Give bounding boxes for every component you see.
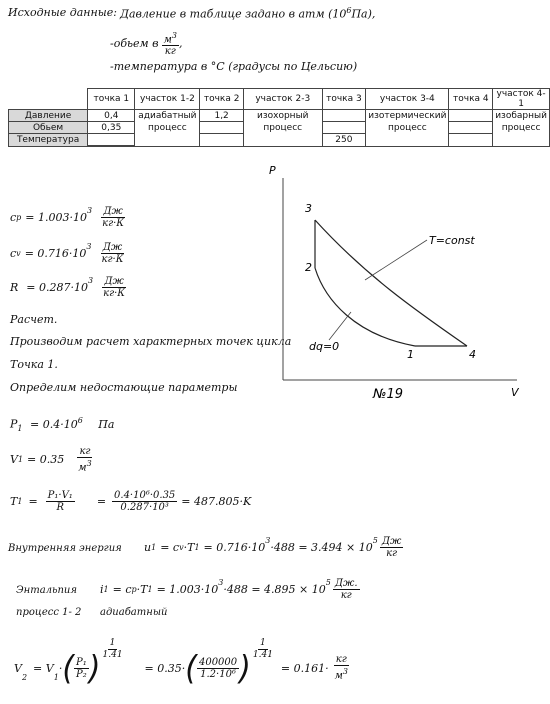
cp-subscript: p (16, 213, 22, 222)
table-row (9, 122, 550, 134)
cv-unit-num: Дж (102, 242, 123, 253)
table-header-row (9, 89, 550, 110)
i1-symbol: i (100, 583, 104, 596)
table-head-cell: точка 4 (449, 89, 493, 110)
v2-unit (333, 654, 350, 681)
pow-base: 10 (332, 7, 347, 21)
r-unit-den: кг·К (103, 288, 126, 299)
t1-formula (10, 490, 251, 513)
i1-expr3: = 1.003·10 (156, 583, 219, 596)
i1-expr: = c (112, 583, 132, 596)
i1-exp2: 5 (325, 578, 331, 587)
point-4-label: 4 (469, 348, 476, 361)
v1-unit-num: кг (79, 446, 91, 457)
v2-frac2-num: 400000 (198, 656, 238, 668)
v1-unit-exp: 3 (86, 459, 92, 468)
row-label: Температура (9, 134, 88, 147)
table-head-cell: участок 3-4 (366, 89, 449, 110)
table-cell: 250 (322, 134, 366, 147)
u1-subscript: 1 (151, 543, 157, 552)
p-axis-label: P (269, 164, 276, 177)
i1-exp1: 3 (218, 578, 224, 587)
r-symbol: R (10, 281, 19, 294)
cp-unit-den: кг·К (102, 218, 125, 229)
table-cell (449, 122, 493, 134)
table-cell: процесс (135, 122, 200, 134)
vnutr-label: Внутренняя энергия (8, 543, 122, 554)
volume-unit-den: кг (164, 46, 176, 58)
table-head-cell: участок 2-3 (243, 89, 322, 110)
cv-unit-den: кг·К (101, 254, 124, 265)
v-axis-label: V (511, 386, 519, 399)
t1-frac1-num: P₁·V₁ (47, 490, 73, 501)
opredelim-text: Определим недостающие параметры (10, 381, 238, 394)
volume-note: -обьем в (110, 37, 159, 51)
v1-unit (76, 446, 93, 473)
volume-unit-exp: 3 (171, 31, 177, 40)
p1-subscript: 1 (17, 423, 23, 433)
cv-symbol: c (10, 247, 17, 260)
p1-unit: Па (98, 417, 115, 431)
table-head-cell: участок 1-2 (135, 89, 200, 110)
pow-exp: 6 (346, 6, 352, 15)
table-head-cell: точка 1 (88, 89, 135, 110)
cp-exponent: 3 (87, 206, 93, 215)
table-cell (366, 134, 449, 147)
v2-unit-num: кг (335, 654, 347, 666)
r-value: = 0.287·10 (26, 281, 88, 294)
dq-leader (329, 312, 351, 340)
table-cell (322, 110, 366, 122)
cv-formula (10, 242, 125, 265)
table-head-cell: участок 4-1 (493, 89, 550, 110)
cp-value: = 1.003·10 (25, 211, 87, 224)
t1-frac2-num: 0.4·10⁶·0.35 (114, 490, 176, 501)
table-cell (493, 134, 550, 147)
table-cell: изохорный (243, 110, 322, 122)
raschet-label: Расчет. (10, 313, 58, 326)
v2-exp (101, 638, 125, 661)
v1-formula (10, 446, 94, 473)
table-cell: 0,35 (88, 122, 135, 134)
adiabat-label: адиабатный (100, 607, 168, 618)
p1-symbol: P (10, 417, 18, 431)
u1-expr: = c (160, 541, 180, 554)
table-cell (243, 134, 322, 147)
point-2-label: 2 (305, 261, 312, 274)
pv-diagram (255, 160, 535, 410)
i1-subscript: 1 (103, 585, 109, 594)
tconst-label: T=const (429, 234, 475, 247)
t1-frac2 (112, 490, 177, 513)
right-paren-icon: ) (239, 648, 251, 688)
i1-expr4: ·488 = 4.895 × 10 (223, 583, 326, 596)
row-label: Обьем (9, 122, 88, 134)
table-cell: 1,2 (200, 110, 244, 122)
v2-frac2-den: 1.2·10⁶ (200, 668, 236, 680)
header-line3: -температура в °С (градусы по Цельсию) (110, 60, 358, 73)
v2-frac2 (197, 657, 239, 680)
t1-frac2-den: 0.287·10³ (120, 502, 169, 513)
i1-cp-sub: p (131, 585, 137, 594)
right-paren-icon: ) (88, 648, 101, 688)
table-row (9, 110, 550, 122)
cp-formula (10, 206, 126, 229)
v2-v1-sub: 1 (53, 673, 59, 682)
v2-exp2 (251, 638, 275, 661)
table-cell (200, 122, 244, 134)
tochka1-label: Точка 1. (10, 358, 58, 371)
tconst-leader (365, 240, 427, 280)
t1-frac1-den: R (56, 502, 64, 513)
i1-unit-den: кг (340, 590, 352, 601)
v2-frac (74, 657, 89, 680)
p1-exponent: 6 (77, 416, 83, 425)
entalp-label: Энтальпия (16, 585, 77, 596)
u1-formula (144, 536, 403, 559)
table-cell (135, 134, 200, 147)
v2-formula (14, 638, 350, 698)
v2-unit-den: м (334, 670, 343, 682)
table-cell (449, 110, 493, 122)
v1-symbol: V (10, 453, 18, 467)
i1-t-sub: 1 (147, 585, 153, 594)
table-cell (322, 122, 366, 134)
cp-symbol: c (10, 211, 17, 224)
v2-eq2: = 0.35· (144, 661, 186, 675)
u1-t-sub: 1 (194, 543, 200, 552)
params-table (8, 88, 550, 147)
t1-result: = 487.805·K (181, 495, 252, 508)
u1-expr2: ·T (183, 541, 195, 554)
v2-frac-den: P₂ (76, 668, 87, 680)
left-paren-icon: ( (185, 648, 197, 688)
header-line2 (110, 30, 182, 57)
v2-exp-den: 1.41 (102, 650, 123, 660)
i1-unit-num: Дж. (334, 578, 358, 589)
process-label: процесс 1- 2 (16, 607, 82, 618)
table-cell: процесс (366, 122, 449, 134)
u1-unit (380, 536, 404, 559)
volume-note-end: , (178, 37, 183, 51)
v1-value: = 0.35 (27, 453, 65, 467)
table-cell: процесс (493, 122, 550, 134)
v2-eq: = V (33, 661, 54, 675)
t1-eq2: = (96, 495, 107, 508)
table-head-cell: точка 3 (322, 89, 366, 110)
table-cell: изотермический (366, 110, 449, 122)
table-cell (449, 134, 493, 147)
i1-formula (100, 578, 360, 601)
v2-dot: · (58, 661, 63, 675)
r-exponent: 3 (88, 276, 94, 285)
v2-subscript: 2 (21, 673, 28, 682)
u1-unit-den: кг (386, 548, 398, 559)
u1-exp1: 3 (265, 536, 271, 545)
cv-subscript: v (16, 249, 21, 258)
u1-cv-sub: v (179, 543, 184, 552)
cv-value: = 0.716·10 (24, 247, 87, 260)
v2-frac-num: P₁ (76, 656, 87, 668)
u1-expr3: = 0.716·10 (203, 541, 266, 554)
v2-symbol: V (14, 661, 22, 675)
left-paren-icon: ( (62, 648, 75, 688)
u1-symbol: u (144, 541, 152, 554)
r-unit-num: Дж (104, 276, 124, 287)
v2-unit-exp: 3 (342, 667, 349, 677)
table-row (9, 134, 550, 147)
pressure-note: Давление в таблице задано в атм ( (120, 7, 333, 21)
volume-unit-num: м (163, 34, 172, 46)
i1-unit (333, 578, 360, 601)
cv-exponent: 3 (86, 242, 92, 251)
v2-exp2-num: 1 (260, 638, 266, 648)
diagram-number: №19 (373, 387, 404, 402)
table-cell: 0,4 (88, 110, 135, 122)
p1-value: = 0.4·10 (30, 417, 78, 431)
r-unit (101, 276, 127, 299)
table-head-cell: точка 2 (200, 89, 244, 110)
row-label: Давление (9, 110, 88, 122)
i1-expr2: ·T (136, 583, 148, 596)
v1-unit-den: м (78, 462, 87, 474)
u1-unit-num: Дж (381, 536, 402, 547)
u1-expr4: ·488 = 3.494 × 10 (270, 541, 373, 554)
p1-formula (10, 416, 114, 433)
table-cell: процесс (243, 122, 322, 134)
header-line1 (120, 6, 375, 21)
t1-symbol: T (10, 495, 18, 508)
table-cell (200, 134, 244, 147)
u1-exp2: 5 (372, 536, 378, 545)
cv-unit (100, 242, 126, 265)
v1-subscript: 1 (17, 455, 24, 465)
table-cell (88, 134, 135, 147)
t1-subscript: 1 (17, 497, 23, 506)
table-cell: изобарный (493, 110, 550, 122)
v2-result: = 0.161· (280, 661, 329, 675)
v2-exp-num: 1 (109, 638, 116, 648)
r-formula (10, 276, 127, 299)
table-cell: адиабатный (135, 110, 200, 122)
volume-unit (162, 30, 179, 57)
point-1-label: 1 (407, 348, 414, 361)
cp-unit-num: Дж (103, 206, 123, 217)
header-title: Исходные данные: (8, 6, 117, 19)
table-corner (9, 89, 88, 110)
dq-label: dq=0 (309, 340, 340, 353)
v2-exp2-den: 1.41 (252, 650, 273, 660)
point-3-label: 3 (305, 202, 312, 215)
proizvodim-text: Производим расчет характерных точек цикла (10, 335, 292, 348)
t1-eq: = (28, 495, 38, 508)
pressure-note-end: Па), (351, 7, 376, 21)
t1-frac1 (46, 490, 75, 513)
cp-unit (100, 206, 126, 229)
